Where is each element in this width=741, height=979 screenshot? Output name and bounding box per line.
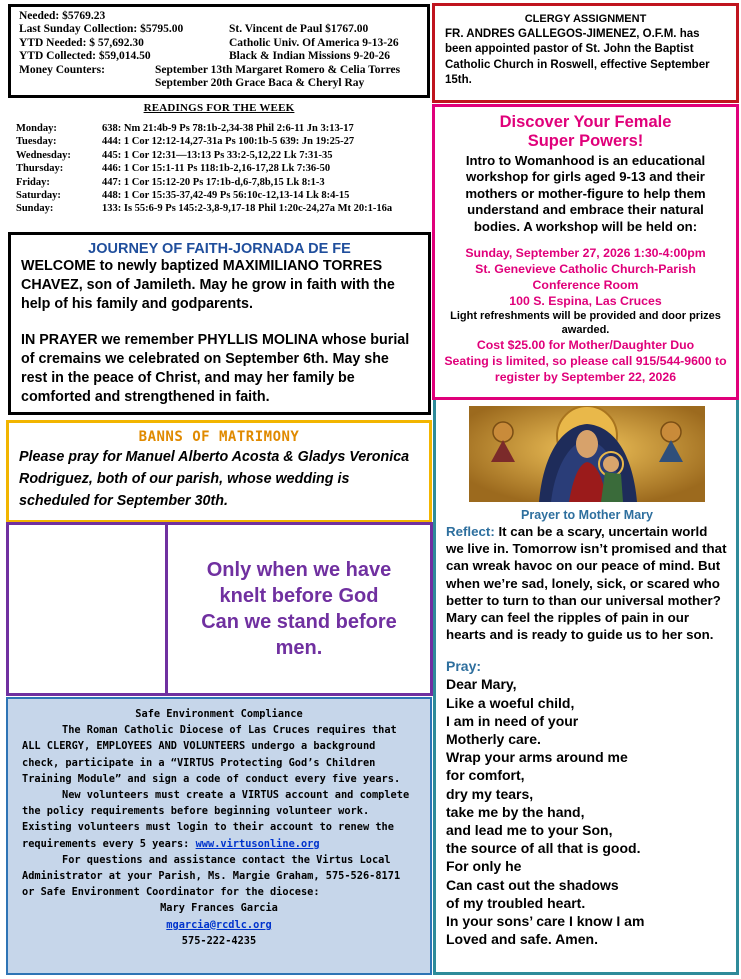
workshop-place: St. Genevieve Catholic Church-Parish: [475, 262, 696, 277]
prayer-line: of my troubled heart.: [446, 894, 586, 911]
coordinator-phone: 575-222-4235: [181, 934, 257, 947]
finance-row: Last Sunday Collection: $5795.00 St. Vincent de Paul $1767.00: [19, 23, 369, 36]
prayer-line: and lead me to your Son,: [446, 822, 613, 839]
reading-row: [16, 176, 422, 189]
prayer-line: I am in need of your: [446, 712, 579, 729]
reading-day: Thursday:: [16, 163, 64, 175]
safe-environment-box: [6, 697, 432, 975]
reading-citations: 446: 1 Cor 15:1-11 Ps 118:1b-2,16-17,28 Lk 7:36-50: [102, 163, 331, 175]
prayer-line: Dear Mary,: [446, 676, 517, 693]
coordinator-name: Mary Frances Garcia: [160, 902, 278, 915]
journey-title: JOURNEY OF FAITH-JORNADA DE FE: [88, 241, 351, 257]
quote-line: knelt before God: [219, 585, 379, 607]
reading-day: Sunday:: [16, 203, 54, 215]
prayer-title: Prayer to Mother Mary: [521, 508, 653, 522]
reading-citations: 444: 1 Cor 12:12-14,27-31a Ps 100:1b-5 639: Jn 19:25-27: [102, 136, 355, 148]
pray-label: Pray:: [446, 658, 482, 675]
journey-of-faith-box: [8, 232, 431, 415]
workshop-room: Conference Room: [532, 278, 639, 293]
finance-row: Needed: $5769.23: [19, 10, 106, 22]
coordinator-email-link[interactable]: mgarcia@rcdlc.org: [166, 918, 272, 931]
clergy-body: FR. ANDRES GALLEGOS-JIMENEZ, O.F.M. has been appointed pastor of St. John the Baptist Catholic Church in Roswell, effective September 15th.: [445, 28, 710, 86]
reading-day: Friday:: [16, 176, 50, 188]
reading-row: [16, 189, 422, 202]
safe-paragraph-3: For questions and assistance contact the Virtus Local Administrator at your Parish, Ms. Margie Graham, 575-526-8171 or Safe Environment Coordinator for the diocese:: [22, 853, 401, 899]
prayer-line: dry my tears,: [446, 785, 534, 802]
prayer-line: take me by the hand,: [446, 803, 585, 820]
safe-paragraph-1: The Roman Catholic Diocese of Las Cruces requires that ALL CLERGY, EMPLOYEES AND VOLUNTEERS undergo a background check, participate in a “VIRTUS Protecting God’s Children Training Module” and sign a code of conduct every five years.: [22, 724, 401, 785]
reading-day: Tuesday:: [16, 136, 57, 148]
prayer-line: Motherly care.: [446, 731, 541, 748]
workshop-intro: Intro to Womanhood is an educational workshop for girls aged 9-13 and their mothers or mother-figure to help them understand and embrace their natural bodies. A workshop will be held on:: [465, 153, 706, 234]
reading-citations: 638: Nm 21:4b-9 Ps 78:1b-2,34-38 Phil 2:6-11 Jn 3:13-17: [102, 123, 354, 134]
reading-citations: 448: 1 Cor 15:35-37,42-49 Ps 56:10c-12,13-14 Lk 8:4-15: [102, 190, 350, 202]
banns-of-matrimony-box: [6, 420, 432, 523]
prayer-line: Wrap your arms around me: [446, 749, 628, 766]
reading-row: [16, 149, 422, 162]
prayer-line: Can cast out the shadows: [446, 876, 619, 893]
banns-text: Please pray for Manuel Alberto Acosta & Gladys Veronica Rodriguez, both of our parish, whose wedding is scheduled for September 30th.: [19, 449, 410, 509]
welcome-text: WELCOME to newly baptized MAXIMILIANO TORRES CHAVEZ, son of Jamileth. May he grow in faith with the help of his family and godparents.: [21, 258, 395, 312]
quote-box: [165, 522, 433, 696]
reading-row: [16, 202, 422, 215]
safe-title: Safe Environment Compliance: [135, 708, 303, 720]
reading-day: Monday:: [16, 123, 57, 134]
banns-title: BANNS OF MATRIMONY: [138, 429, 300, 445]
workshop-headline: Discover Your Female: [499, 113, 672, 131]
prayer-lines: [446, 675, 728, 948]
workshop-date: Sunday, September 27, 2026 1:30-4:00pm: [465, 246, 706, 261]
reading-day: Wednesday:: [16, 149, 71, 161]
workshop-refreshments: Light refreshments will be provided and door prizes awarded.: [450, 310, 721, 337]
prayer-panel: [433, 400, 739, 975]
readings-list: [16, 122, 422, 216]
reading-row: [16, 162, 422, 175]
reflect-paragraph: Reflect: It can be a scary, uncertain world we live in. Tomorrow isn’t promised and that can wreak havoc on our peace of mind. But when we’re sad, lonely, sick, or scared who better to turn to than our universal mother? Mary can feel the ripples of pain in our hearts and is ready to guide us to her son.: [446, 524, 727, 643]
reading-citations: 447: 1 Cor 15:12-20 Ps 17:1b-d,6-7,8b,15 Lk 8:1-3: [102, 176, 325, 188]
finance-row: YTD Collected: $59,014.50 Black & Indian Missions 9-20-26: [19, 50, 391, 63]
quote-line: men.: [275, 637, 323, 659]
workshop-cost: Cost $25.00 for Mother/Daughter Duo: [476, 338, 695, 353]
readings-title: READINGS FOR THE WEEK: [143, 102, 295, 114]
finance-box: [8, 4, 430, 98]
prayer-line: For only he: [446, 858, 522, 875]
money-counters-row-2: September 20th Grace Baca & Cheryl Ray: [155, 77, 365, 90]
prayer-line: Like a woeful child,: [446, 694, 575, 711]
money-counters-row: Money Counters: September 13th Margaret Romero & Celia Torres: [19, 63, 401, 76]
virtus-link[interactable]: www.virtusonline.org: [195, 837, 320, 850]
prayer-line: for comfort,: [446, 767, 525, 784]
prayer-line: Loved and safe. Amen.: [446, 931, 598, 948]
reading-day: Saturday:: [16, 190, 61, 202]
clergy-assignment-box: [432, 3, 739, 103]
workshop-address: 100 S. Espina, Las Cruces: [509, 294, 662, 309]
reading-row: [16, 122, 422, 135]
quote-line: Only when we have: [206, 559, 392, 581]
clergy-title: CLERGY ASSIGNMENT: [524, 13, 647, 25]
readings-box: [8, 98, 430, 230]
quote-line: Can we stand before: [201, 611, 397, 633]
finance-row: YTD Needed: $ 57,692.30 Catholic Univ. Of America 9-13-26: [19, 36, 399, 49]
mother-mary-icon-image: [469, 406, 705, 502]
workshop-headline-2: Super Powers!: [527, 132, 644, 150]
prayer-line: In your sons’ care I know I am: [446, 913, 645, 930]
reading-row: [16, 135, 422, 148]
safe-paragraph-2: New volunteers must create a VIRTUS account and complete the policy requirements before beginning volunteer work. Existing volunteers must login to their account to renew the requirements every 5 years: www.virtusonline.org: [22, 789, 410, 850]
prayer-line: the source of all that is good.: [446, 840, 641, 857]
workshop-box: [432, 104, 739, 400]
reading-citations: 133: Is 55:6-9 Ps 145:2-3,8-9,17-18 Phil 1:20c-24,27a Mt 20:1-16a: [102, 203, 393, 215]
quote-spacer-box: [6, 522, 167, 696]
in-prayer-text: IN PRAYER we remember PHYLLIS MOLINA whose burial of cremains we celebrated on September 6th. May she rest in the peace of Christ, and may her family be comforted and strengthened in faith.: [21, 332, 410, 405]
reading-citations: 445: 1 Cor 12:31—13:13 Ps 33:2-5,12,22 Lk 7:31-35: [102, 149, 333, 161]
workshop-seating: Seating is limited, so please call 915/544-9600 to register by September 22, 2026: [444, 354, 727, 385]
